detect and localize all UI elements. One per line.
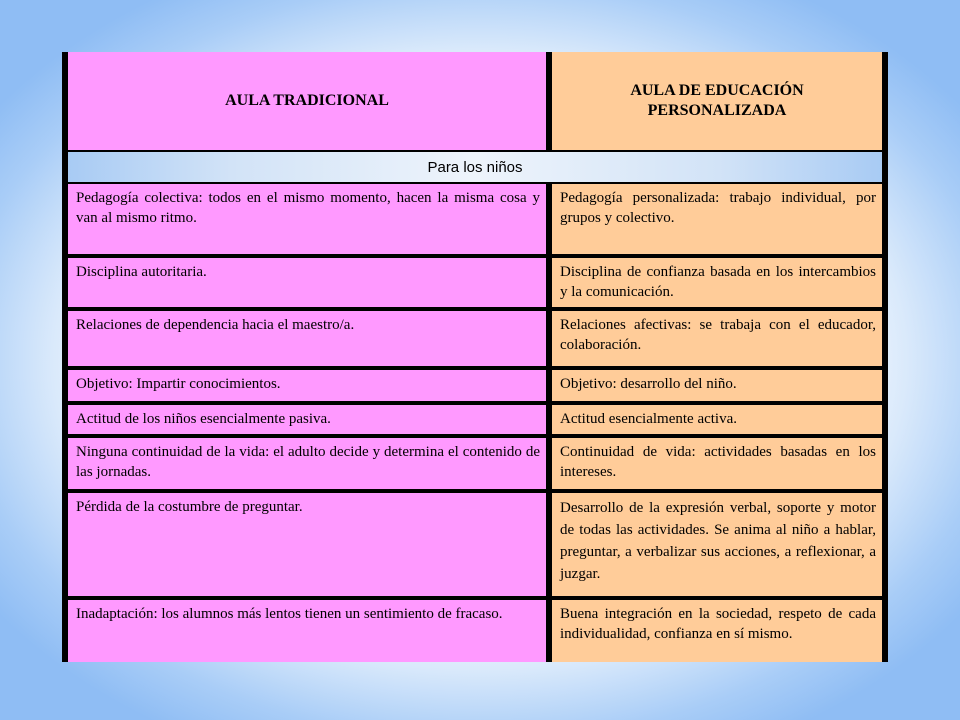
table-row-right-cell: Disciplina de confianza basada en los intercambios y la comunicación. bbox=[552, 258, 882, 307]
subheader-for-children bbox=[68, 152, 882, 182]
table-row-left-cell: Pedagogía colectiva: todos en el mismo momento, hacen la misma cosa y van al mismo ritmo. bbox=[68, 184, 546, 254]
table-row-right-cell: Actitud esencialmente activa. bbox=[552, 405, 882, 434]
header-personalized-classroom bbox=[552, 52, 882, 150]
subheader-label: Para los niños bbox=[427, 158, 523, 176]
table-row-left-cell: Actitud de los niños esencialmente pasiva. bbox=[68, 405, 546, 434]
table-row-left-cell: Disciplina autoritaria. bbox=[68, 258, 546, 307]
table-row-right-cell: Buena integración en la sociedad, respeto de cada individualidad, confianza en sí mismo. bbox=[552, 600, 882, 662]
comparison-table bbox=[62, 52, 888, 662]
table-row-left-cell: Relaciones de dependencia hacia el maestro/a. bbox=[68, 311, 546, 366]
table-row-left-cell: Pérdida de la costumbre de preguntar. bbox=[68, 493, 546, 596]
table-row-right-cell: Desarrollo de la expresión verbal, soporte y motor de todas las actividades. Se anima al niño a hablar, preguntar, a verbalizar sus acciones, a reflexionar, a juzgar. bbox=[552, 493, 882, 596]
table-row-right-cell: Continuidad de vida: actividades basadas en los intereses. bbox=[552, 438, 882, 489]
table-row-left-cell: Inadaptación: los alumnos más lentos tienen un sentimiento de fracaso. bbox=[68, 600, 546, 662]
table-row-right-cell: Relaciones afectivas: se trabaja con el educador, colaboración. bbox=[552, 311, 882, 366]
header-right-label: AULA DE EDUCACIÓN PERSONALIZADA bbox=[630, 82, 804, 119]
header-left-label: AULA TRADICIONAL bbox=[225, 92, 389, 109]
table-row-left-cell: Ninguna continuidad de la vida: el adulto decide y determina el contenido de las jornadas. bbox=[68, 438, 546, 489]
header-traditional-classroom bbox=[68, 52, 546, 150]
table-row-left-cell: Objetivo: Impartir conocimientos. bbox=[68, 370, 546, 401]
table-row-right-cell: Pedagogía personalizada: trabajo individual, por grupos y colectivo. bbox=[552, 184, 882, 254]
table-row-right-cell: Objetivo: desarrollo del niño. bbox=[552, 370, 882, 401]
